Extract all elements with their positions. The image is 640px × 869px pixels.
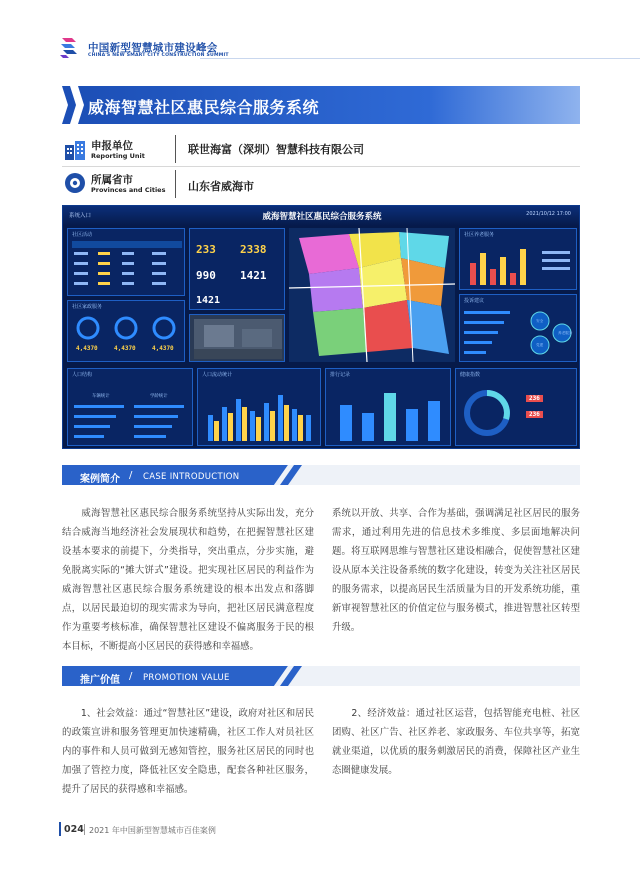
summit-subtitle: CHINA'S NEW SMART CITY CONSTRUCTION SUMMIT	[88, 53, 229, 58]
health-alert-2: 236	[526, 411, 543, 418]
population-panel-title: 人口结构	[72, 372, 93, 378]
intro-paragraph-left: 威海智慧社区惠民综合服务系统坚持从实际出发，充分结合威海当地经济社会发展现状和趋势，在把握智慧社区建设基本要求的前提下，分类指导，突出重点，分步实施，避免脱离实际的“摊大饼式”建设。把实现社区居民的利益作为威海智慧社区惠民综合服务系统建设的根本出发点和落脚点，以居民最迫切的现实需求为导向，把社区居民满意程度作为重要考核标准，确保智慧社区建设不偏离服务于民的根本目标，不断提高小区居民的获得感和幸福感。	[62, 508, 314, 652]
camera-panel	[189, 314, 285, 362]
study-stat-label: 学龄统计	[150, 394, 168, 399]
promo-section-slash: /	[129, 671, 133, 682]
promo-section-title-en: PROMOTION VALUE	[143, 673, 230, 683]
kpi-panel	[189, 228, 285, 310]
suggestion-panel-title: 投诉建议	[464, 298, 485, 304]
services-panel	[67, 300, 185, 362]
kpi-5: 1421	[196, 295, 221, 306]
intro-section-title: 案例简介	[80, 474, 120, 485]
promo-paragraph-right: 2、经济效益：通过社区运营，包括智能充电桩、社区团购、社区广告、社区养老、家政服务、车位共享等，拓宽就业渠道，以优质的服务刺激居民的消费，保障社区产业生态圈健康发展。	[332, 708, 580, 776]
flow-panel-title: 人口流动统计	[202, 372, 233, 378]
activities-panel	[67, 228, 185, 296]
suggestion-panel	[459, 294, 577, 362]
location-pin-icon	[64, 172, 86, 194]
promo-section-title: 推广价值	[80, 675, 120, 686]
page-number: 024	[64, 824, 84, 835]
activities-table-graphic	[72, 241, 182, 293]
population-rows-graphic	[74, 403, 188, 443]
flow-panel	[197, 368, 321, 446]
health-ring-graphic	[462, 385, 512, 443]
reporting-unit-label: 申报单位	[91, 140, 133, 152]
intro-section-band	[62, 465, 580, 485]
kpi-1: 233	[196, 243, 216, 256]
kpi-2: 2338	[240, 243, 267, 256]
info-divider	[62, 166, 580, 167]
case-title: 威海智慧社区惠民综合服务系统	[88, 98, 320, 117]
intro-paragraph-right: 系统以开放、共享、合作为基础，强调满足社区居民的服务需求，通过利用先进的信息技术多维度、多层面地解决问题。将互联网思维与智慧社区建设相融合，促使智慧社区建设从原本关注设备系统的数字化建设，转变为关注社区居民的服务需求，以提高居民生活质量为目的开发系统功能，重新审视智慧社区的价值定位与服务模式，推进智慧社区转型升级。	[332, 508, 580, 633]
population-panel	[67, 368, 193, 446]
ranking-panel	[325, 368, 451, 446]
summit-logo-icon	[58, 36, 80, 60]
health-alert-1: 236	[526, 395, 543, 402]
kpi-3: 990	[196, 269, 216, 282]
dashboard-screenshot	[62, 205, 580, 449]
bubble-aged: 养老服务	[558, 331, 573, 335]
page-header	[0, 0, 640, 70]
promo-section-band	[62, 666, 580, 686]
bubble-safety: 安全	[536, 319, 544, 323]
community-map	[289, 228, 455, 362]
ranking-panel-title: 排行记录	[330, 372, 351, 378]
car-stat-label: 车辆统计	[92, 394, 110, 399]
footer-separator	[84, 824, 85, 835]
bubble-party: 党建	[536, 343, 544, 347]
province-value: 山东省威海市	[188, 180, 254, 193]
footer-publication: 2021 年中国新型智慧城市百佳案例	[89, 826, 216, 835]
health-panel-title: 健康指数	[460, 372, 481, 378]
reporting-unit-label-en: Reporting Unit	[91, 152, 145, 160]
dashboard-title: 威海智慧社区惠民综合服务系统	[262, 212, 382, 222]
promo-paragraph-left: 1、社会效益：通过“智慧社区”建设，政府对社区和居民的政策宣讲和服务管理更加快速精确，社区工作人对员社区内的事件和人员可做到无感知管控，服务社区居民的同时也加强了管控力度，降低社区安全隐患，配套各种社区服务，提升了居民的获得感和幸福感。	[62, 708, 314, 795]
kpi-4: 1421	[240, 269, 267, 282]
info-separator	[175, 135, 176, 163]
suggestion-bars	[464, 307, 524, 359]
dashboard-entry-label: 系统入口	[69, 213, 92, 219]
summit-title: 中国新型智慧城市建设峰会	[88, 42, 218, 54]
elderly-panel-title: 社区养老服务	[464, 232, 495, 238]
intro-section-slash: /	[129, 470, 133, 481]
intro-section-title-en: CASE INTRODUCTION	[143, 472, 240, 482]
province-label: 所属省市	[91, 174, 133, 186]
footer-accent-bar	[59, 822, 61, 836]
reporting-unit-value: 联世海富（深圳）智慧科技有限公司	[188, 143, 364, 156]
header-divider	[200, 58, 640, 59]
camera-feed-graphic	[194, 319, 282, 359]
service-value-2: 4,4370	[114, 345, 136, 352]
province-label-en: Provinces and Cities	[91, 186, 166, 194]
service-rings-graphic	[74, 315, 180, 341]
info-separator	[175, 170, 176, 198]
elderly-panel	[459, 228, 577, 290]
flow-bar-chart	[204, 385, 316, 443]
dashboard-date: 2021/10/12 17:00	[526, 211, 571, 217]
activities-panel-title: 社区活动	[72, 232, 93, 238]
service-value-3: 4,4370	[152, 345, 174, 352]
services-panel-title: 社区家政服务	[72, 304, 103, 310]
health-panel	[455, 368, 577, 446]
service-value-1: 4,4370	[76, 345, 98, 352]
building-icon	[64, 139, 86, 161]
ranking-column-chart	[332, 383, 446, 443]
elderly-bar-chart	[466, 243, 572, 287]
